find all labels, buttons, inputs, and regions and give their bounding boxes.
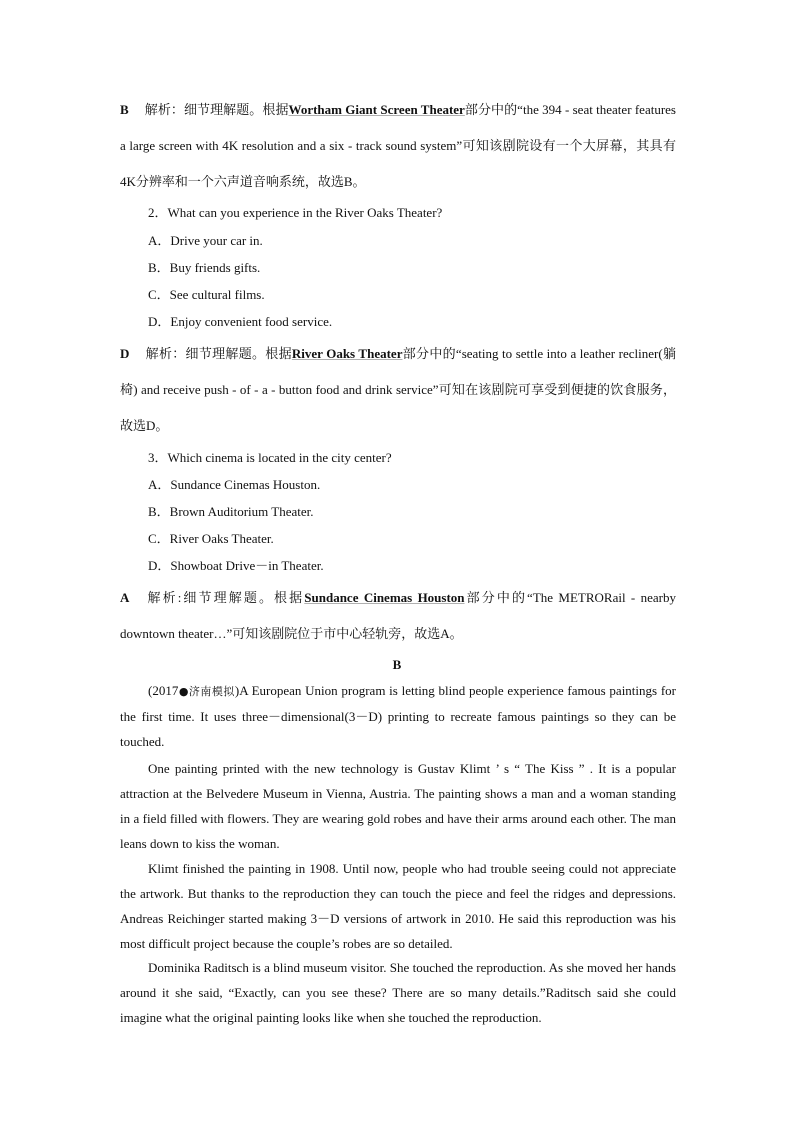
explanation-lead: 解析：细节理解题。根据 [144,102,289,117]
explanation-highlight: Wortham Giant Screen Theater [288,102,465,117]
explanation-lead: 解析：细节理解题。根据 [145,346,292,361]
explanation-highlight: Sundance Cinemas Houston [304,590,465,605]
explanation-tail: 部分中的“the 394 - seat theater features a large screen with 4K resolution and a six - track sound system”可知该剧院设有一个大屏幕，其具有4K分辨率和一个六声道音响系统，故选B。 [120,102,676,189]
passage-paragraph-1 [120,678,676,754]
question-2: 2．What can you experience in the River Oaks Theater? [148,205,443,220]
explanation-highlight: River Oaks Theater [291,346,403,361]
answer-letter: B [120,102,129,117]
answer-letter: D [120,346,130,361]
passage-paragraph-3: Klimt finished the painting in 1908. Until now, people who had trouble seeing could not appreciate the artwork. But thanks to the reproduction they can touch the piece and feel the ridges and depressions. Andreas Reichinger started making 3－D versions of artwork in 2010. He said this reproduction was his most difficult project because the couple’s robes are so detailed. [120,861,676,951]
answer-letter: A [120,590,130,605]
answer-explanation-3 [120,580,676,652]
answer-explanation-2 [120,336,676,444]
answer-explanation-1 [120,92,676,200]
question-2-option-b: B．Buy friends gifts. [148,260,261,275]
question-2-option-d: D．Enjoy convenient food service. [148,314,333,329]
question-2-option-a: A．Drive your car in. [148,233,263,248]
question-3: 3．Which cinema is located in the city center? [148,450,392,465]
question-3-option-d: D．Showboat Drive－in Theater. [148,558,324,573]
question-3-option-b: B．Brown Auditorium Theater. [148,504,314,519]
question-3-option-a: A．Sundance Cinemas Houston. [148,477,321,492]
source-place: ●济南模拟 [178,685,235,698]
question-3-option-c: C．River Oaks Theater. [148,531,274,546]
source-prefix: (2017 [148,683,179,698]
question-2-option-c: C．See cultural films. [148,287,265,302]
paragraph-text: )A European Union program is letting blind people experience famous paintings for the first time. It uses three－dimensional(3－D) printing to recreate famous paintings so they can be touched. [120,683,676,749]
explanation-lead: 解析:细节理解题。根据 [145,590,305,605]
explanation-tail: 部分中的“seating to settle into a leather recliner(躺椅) and receive push - of - a - button food and drink service”可知在该剧院可享受到便捷的饮食服务，故选D。 [120,346,676,433]
passage-paragraph-4: Dominika Raditsch is a blind museum visitor. She touched the reproduction. As she moved her hands around it she said, “Exactly, can you see these? There are so many details.”Raditsch said she could imagine what the original painting looks like when she touched the reproduction. [120,960,676,1025]
explanation-tail: 部分中的“The METRORail - nearby downtown theater…”可知该剧院位于市中心轻轨旁，故选A。 [120,590,676,641]
passage-paragraph-2: One painting printed with the new technology is Gustav Klimt ’ s “ The Kiss ” . It is a popular attraction at the Belvedere Museum in Vienna, Austria. The painting shows a man and a woman standing in a field filled with flowers. They are wearing gold robes and have their arms around each other. The man leans down to kiss the woman. [120,761,676,851]
section-title: B [392,657,402,672]
